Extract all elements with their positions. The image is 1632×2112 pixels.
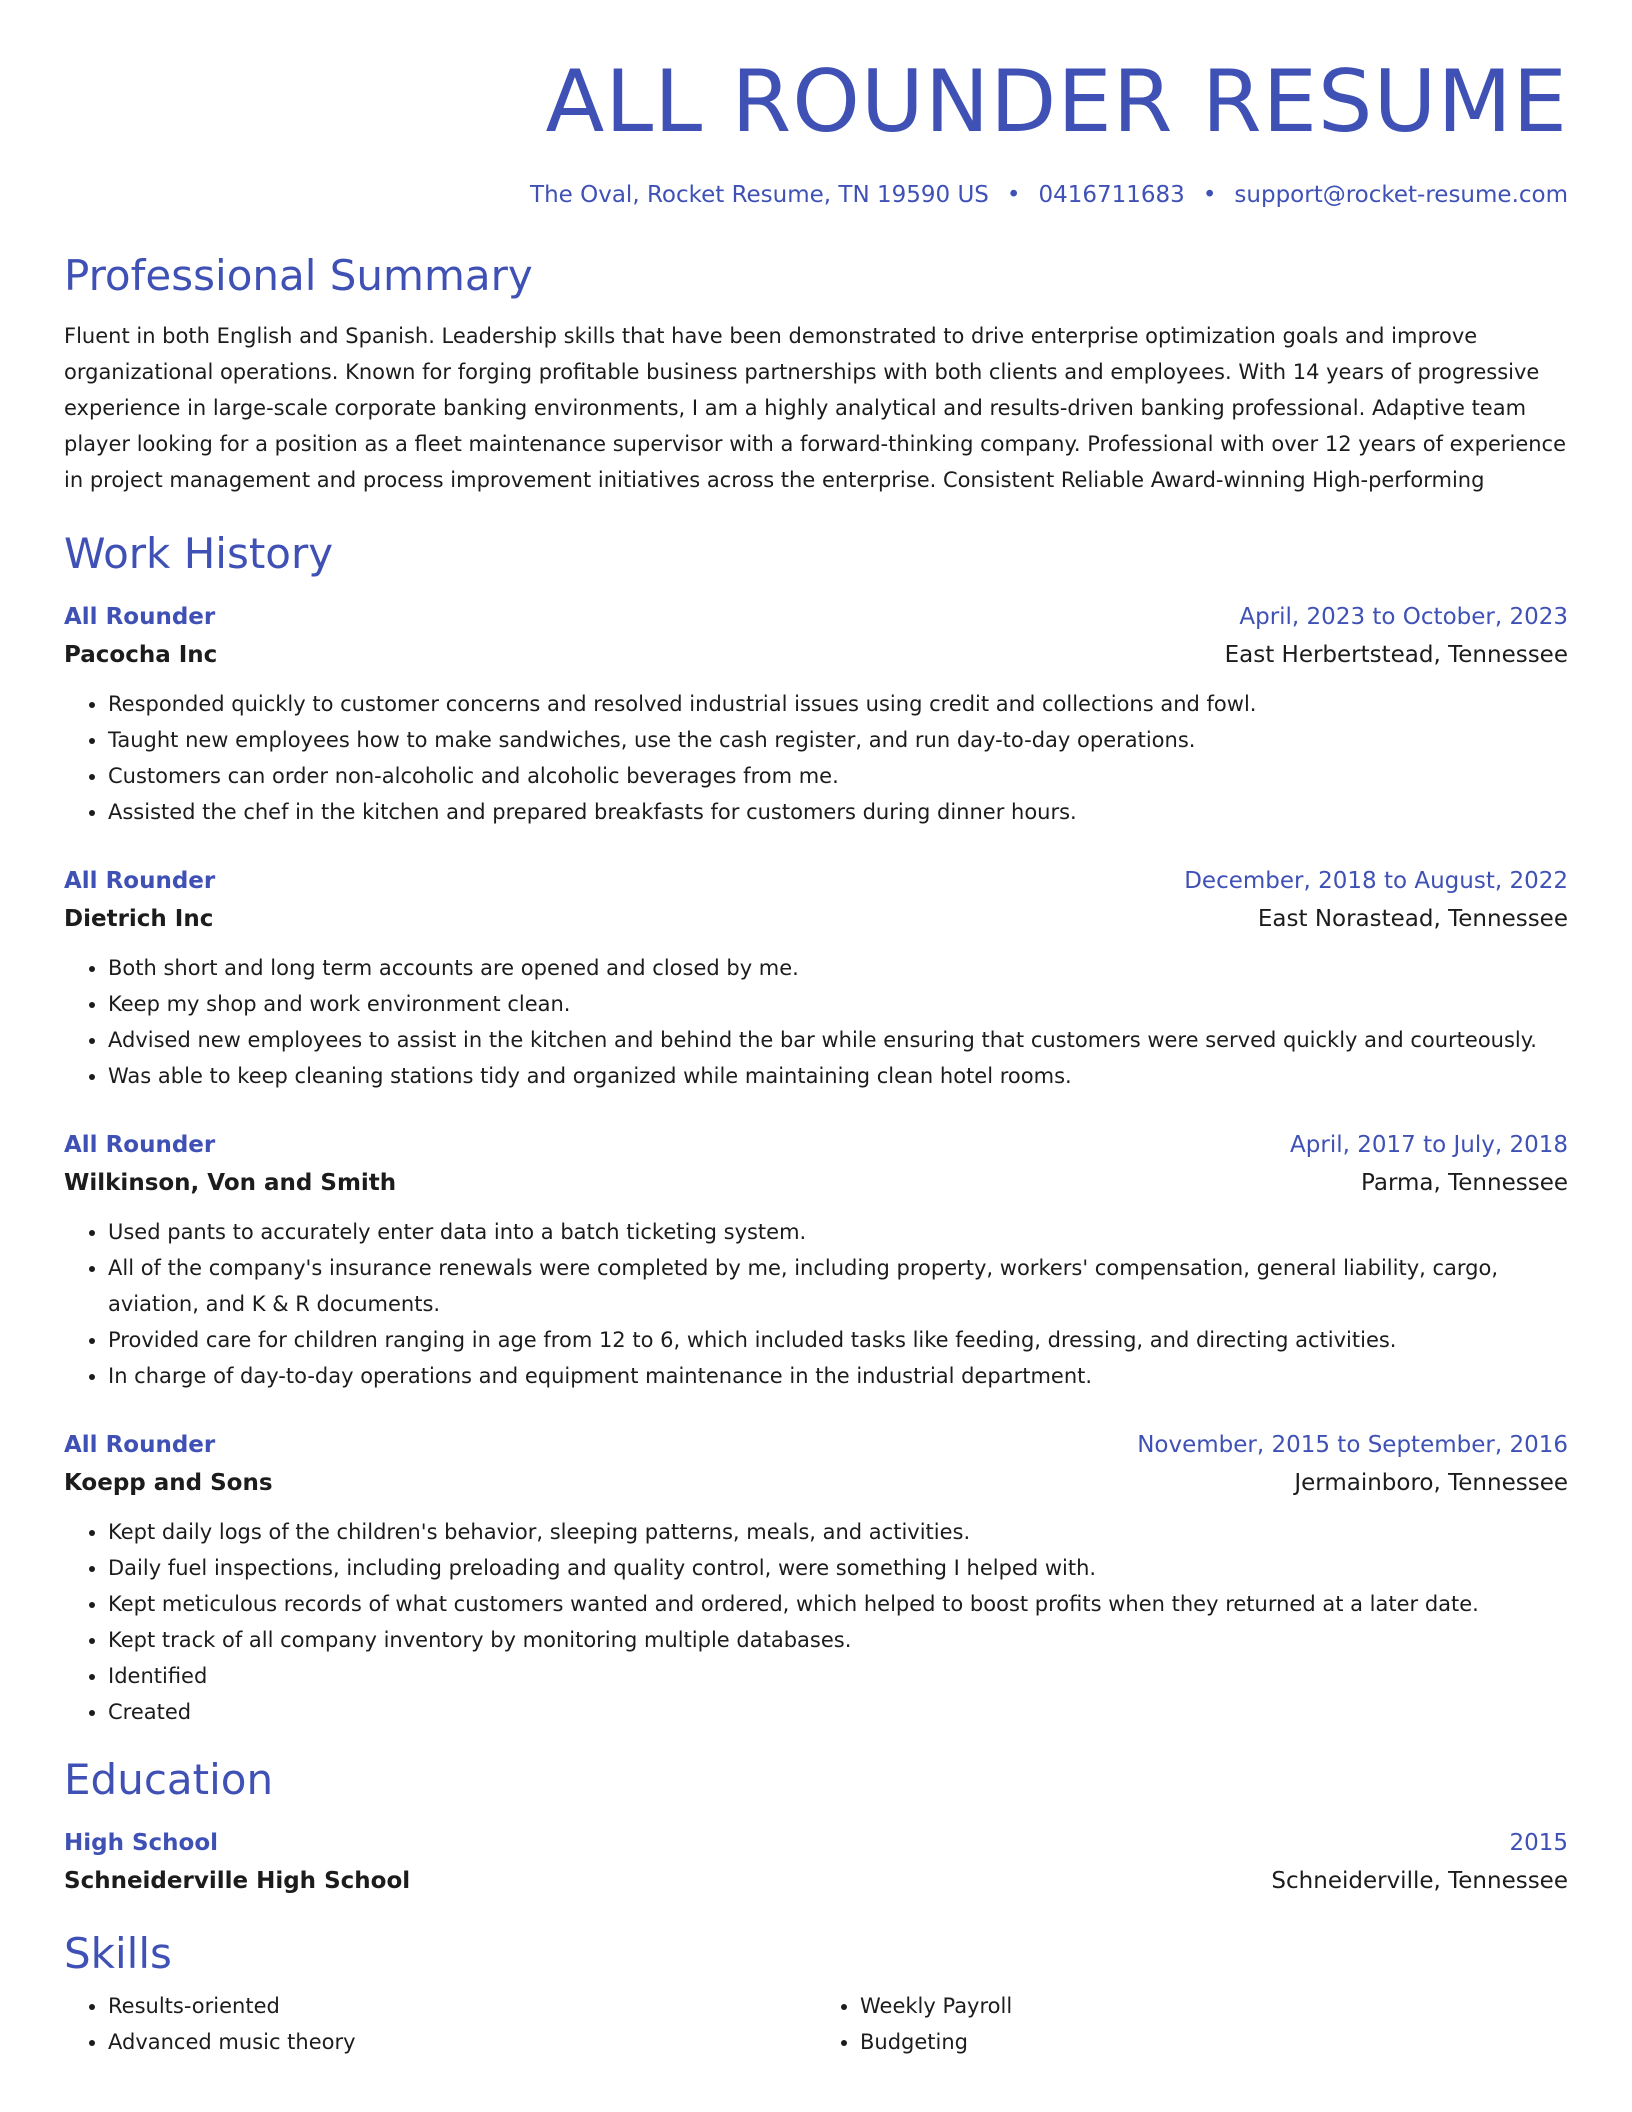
company-name: Koepp and Sons [64, 1470, 273, 1496]
company-name: Dietrich Inc [64, 906, 214, 932]
bullet-item: • Kept track of all company inventory by monitoring multiple databases. [108, 1622, 1568, 1658]
job-bullets [64, 1214, 1568, 1394]
bullet-item: • Kept daily logs of the children's behavior, sleeping patterns, meals, and activities. [108, 1514, 1568, 1550]
job-entry [64, 862, 1568, 1094]
school-name: Schneiderville High School [64, 1868, 411, 1894]
contact-separator: • [1202, 182, 1217, 208]
section-title-summary: Professional Summary [64, 251, 533, 300]
summary-text: Fluent in both English and Spanish. Leadership skills that have been demonstrated to drive enterprise optimization goals and improve organizational operations. Known for forging profitable business partnerships with both clients and employees. With 14 years of progressive experience in large-scale corporate banking environments, I am a highly analytical and results-driven banking professional. Adaptive team player looking for a position as a fleet maintenance supervisor with a forward-thinking company. Professional with over 12 years of experience in project management and process improvement initiatives across the enterprise. Consistent Reliable Award-winning High-performing [64, 324, 1567, 492]
work-history-section [64, 528, 1568, 1730]
job-title: All Rounder [64, 1132, 216, 1158]
job-entry [64, 1426, 1568, 1730]
skill-item: • Results-oriented [108, 1988, 816, 2024]
job-location: Jermainboro, Tennessee [1294, 1470, 1568, 1496]
contact-line [64, 180, 1568, 210]
job-dates: April, 2017 to July, 2018 [1290, 1132, 1568, 1158]
bullet-item: • Customers can order non-alcoholic and alcoholic beverages from me. [108, 758, 1568, 794]
job-title: All Rounder [64, 604, 216, 630]
contact-email[interactable]: support@rocket-resume.com [1234, 182, 1568, 208]
contact-phone: 0416711683 [1038, 182, 1185, 208]
job-bullets [64, 950, 1568, 1094]
job-dates: April, 2023 to October, 2023 [1239, 604, 1568, 630]
job-dates: December, 2018 to August, 2022 [1184, 868, 1568, 894]
contact-address: The Oval, Rocket Resume, TN 19590 US [530, 182, 989, 208]
job-bullets [64, 1514, 1568, 1730]
skills-section [64, 1928, 1568, 2060]
skill-item: • Weekly Payroll [860, 1988, 1568, 2024]
degree: High School [64, 1830, 219, 1856]
job-location: Parma, Tennessee [1361, 1170, 1568, 1196]
bullet-item: • In charge of day-to-day operations and equipment maintenance in the industrial department. [108, 1358, 1568, 1394]
skill-item: • Budgeting [860, 2024, 1568, 2060]
section-title-education: Education [64, 1755, 274, 1804]
section-title-work-history: Work History [64, 529, 334, 578]
skill-item: • Advanced music theory [108, 2024, 816, 2060]
bullet-item: • Keep my shop and work environment clean. [108, 986, 1568, 1022]
section-title-skills: Skills [64, 1929, 172, 1978]
job-title: All Rounder [64, 1432, 216, 1458]
skills-list-right [816, 1988, 1568, 2060]
bullet-item: • Used pants to accurately enter data into a batch ticketing system. [108, 1214, 1568, 1250]
bullet-item: • Provided care for children ranging in age from 12 to 6, which included tasks like feeding, dressing, and directing activities. [108, 1322, 1568, 1358]
graduation-year: 2015 [1509, 1830, 1568, 1856]
bullet-item: • Taught new employees how to make sandwiches, use the cash register, and run day-to-day operations. [108, 722, 1568, 758]
job-dates: November, 2015 to September, 2016 [1137, 1432, 1568, 1458]
bullet-item: • Created [108, 1694, 1568, 1730]
bullet-item: • Advised new employees to assist in the kitchen and behind the bar while ensuring that customers were served quickly and courteously. [108, 1022, 1568, 1058]
education-entry [64, 1824, 1568, 1900]
bullet-item: • All of the company's insurance renewals were completed by me, including property, workers' compensation, general liability, cargo, aviation, and K & R documents. [108, 1250, 1568, 1322]
summary-section [64, 250, 1568, 498]
skills-columns [64, 1980, 1568, 2060]
company-name: Pacocha Inc [64, 642, 218, 668]
bullet-item: • Identified [108, 1658, 1568, 1694]
bullet-item: • Both short and long term accounts are opened and closed by me. [108, 950, 1568, 986]
candidate-name: ALL ROUNDER RESUME [545, 52, 1568, 152]
bullet-item: • Assisted the chef in the kitchen and prepared breakfasts for customers during dinner hours. [108, 794, 1568, 830]
bullet-item: • Kept meticulous records of what customers wanted and ordered, which helped to boost profits when they returned at a later date. [108, 1586, 1568, 1622]
job-bullets [64, 686, 1568, 830]
education-section [64, 1754, 1568, 1900]
job-entry [64, 598, 1568, 830]
skills-list-left [64, 1988, 816, 2060]
resume-header [64, 0, 1568, 210]
job-entry [64, 1126, 1568, 1394]
contact-separator: • [1006, 182, 1021, 208]
job-location: East Herbertstead, Tennessee [1224, 642, 1568, 668]
job-title: All Rounder [64, 868, 216, 894]
school-location: Schneiderville, Tennessee [1271, 1868, 1568, 1894]
bullet-item: • Was able to keep cleaning stations tidy and organized while maintaining clean hotel rooms. [108, 1058, 1568, 1094]
job-location: East Norastead, Tennessee [1257, 906, 1568, 932]
company-name: Wilkinson, Von and Smith [64, 1170, 397, 1196]
bullet-item: • Responded quickly to customer concerns and resolved industrial issues using credit and collections and fowl. [108, 686, 1568, 722]
bullet-item: • Daily fuel inspections, including preloading and quality control, were something I helped with. [108, 1550, 1568, 1586]
